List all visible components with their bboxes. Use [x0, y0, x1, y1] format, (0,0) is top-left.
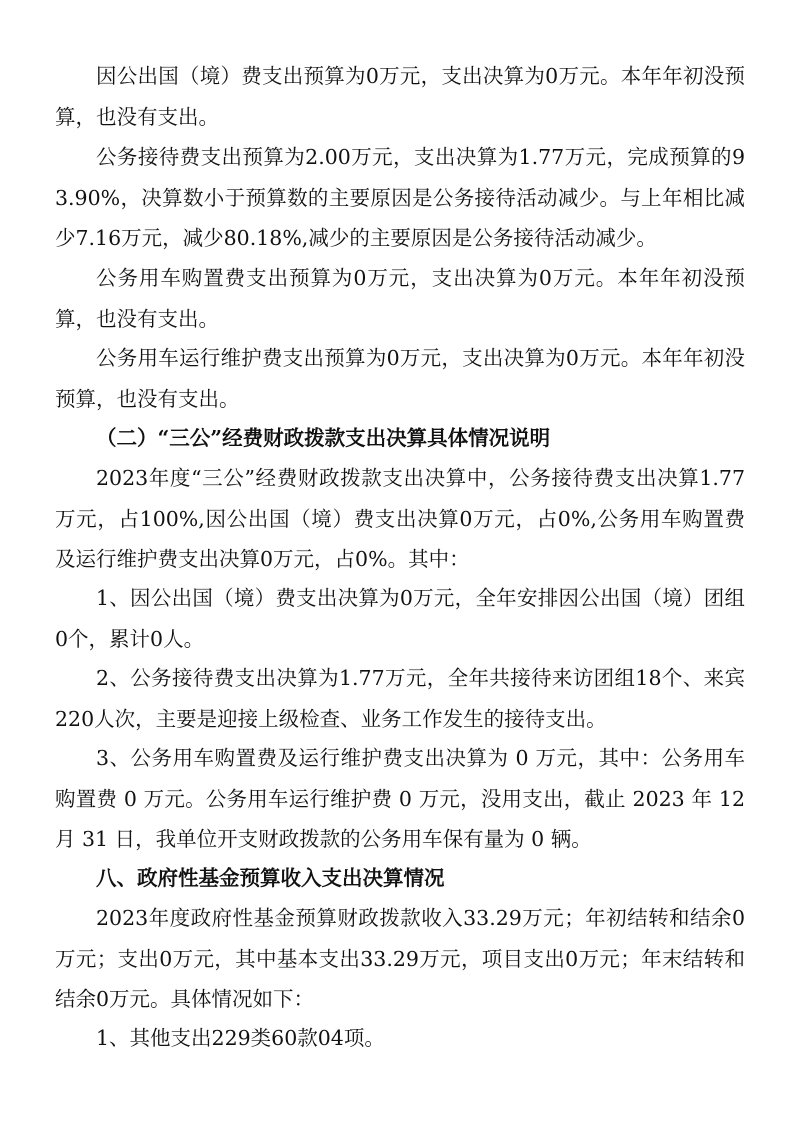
paragraph-item-2-reception: 2、公务接待费支出决算为1.77万元，全年共接待来访团组18个、来宾220人次，主要是迎接上级检查、业务工作发生的接待支出。 — [55, 666, 745, 731]
paragraph-overseas-travel: 因公出国（境）费支出预算为0万元，支出决算为0万元。本年年初没预算，也没有支出。 — [55, 64, 745, 129]
paragraph-vehicle-maintenance: 公务用车运行维护费支出预算为0万元，支出决算为0万元。本年年初没预算，也没有支出。 — [55, 346, 745, 411]
paragraph-government-fund-summary: 2023年度政府性基金预算财政拨款收入33.29万元；年初结转和结余0万元；支出0万元，其中基本支出33.29万元，项目支出0万元；年末结转和结余0万元。具体情况如下： — [55, 906, 745, 1011]
paragraph-other-expenditure: 1、其他支出229类60款04项。 — [96, 1026, 385, 1050]
paragraph-item-1-overseas: 1、因公出国（境）费支出决算为0万元，全年安排因公出国（境）团组0个，累计0人。 — [55, 586, 745, 651]
paragraph-item-3-vehicles: 3、公务用车购置费及运行维护费支出决算为 0 万元，其中：公务用车购置费 0 万元。公务用车运行维护费 0 万元，没用支出，截止 2023 年 12 月 31 日，我单位开支财政拨款的公务用车保有量为 0 辆。 — [55, 746, 745, 851]
paragraph-vehicle-purchase: 公务用车购置费支出预算为0万元，支出决算为0万元。本年年初没预算，也没有支出。 — [55, 266, 745, 331]
section-heading-three-public: （二）“三公”经费财政拨款支出决算具体情况说明 — [96, 426, 551, 450]
paragraph-three-public-summary: 2023年度“三公”经费财政拨款支出决算中，公务接待费支出决算1.77万元，占100%,因公出国（境）费支出决算0万元，占0%,公务用车购置费及运行维护费支出决算0万元，占0%。其中： — [55, 466, 745, 571]
section-heading-government-fund: 八、政府性基金预算收入支出决算情况 — [96, 866, 445, 890]
paragraph-reception: 公务接待费支出预算为2.00万元，支出决算为1.77万元，完成预算的93.90%，决算数小于预算数的主要原因是公务接待活动减少。与上年相比减少7.16万元，减少80.18%,减少的主要原因是公务接待活动减少。 — [55, 145, 745, 250]
